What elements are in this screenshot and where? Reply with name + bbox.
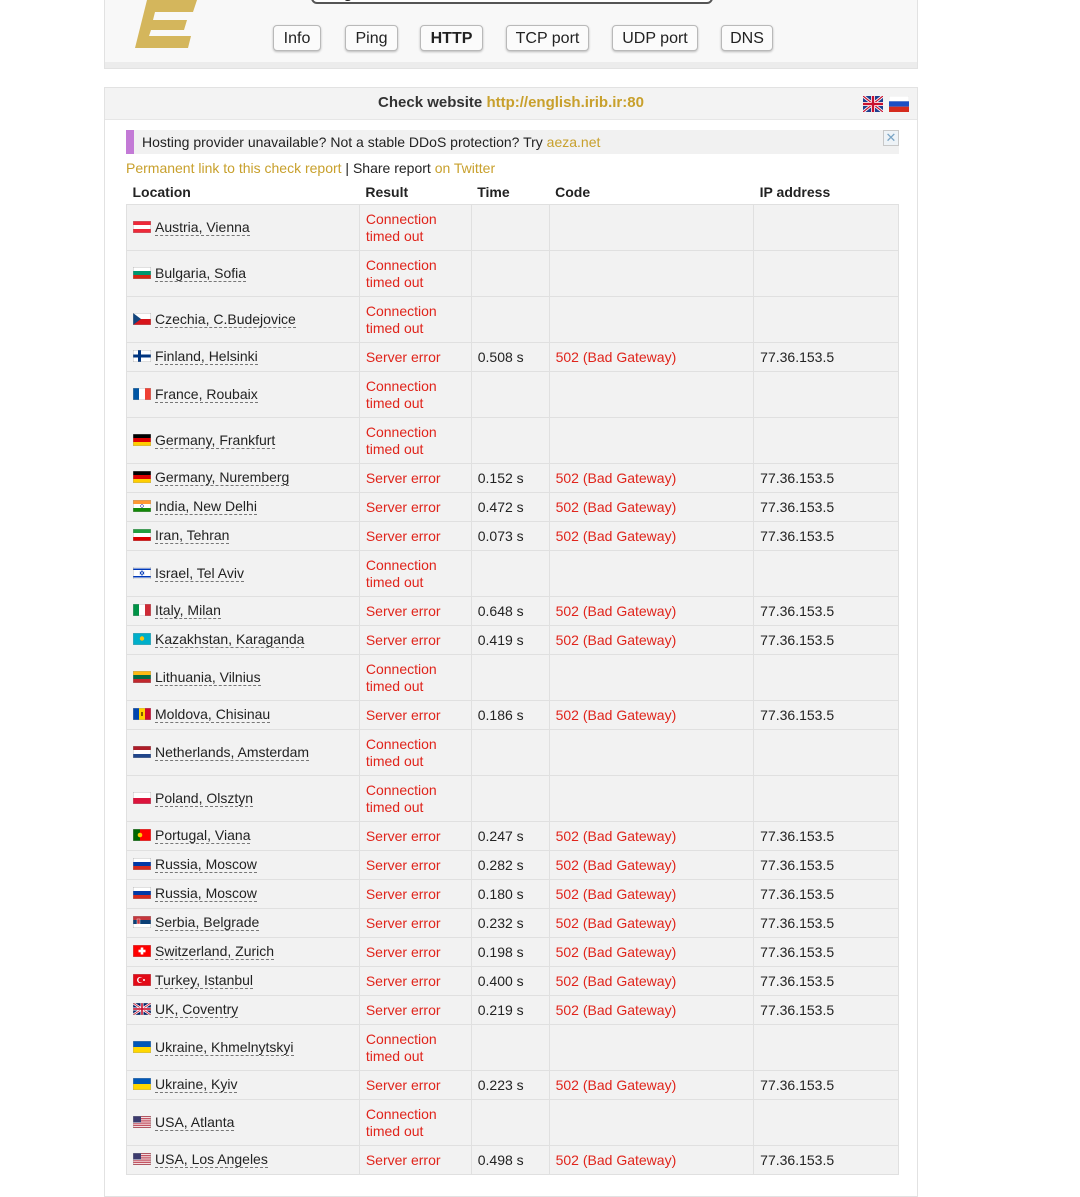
code-cell: [549, 1100, 754, 1146]
result-cell: [359, 372, 471, 418]
results-panel: [104, 87, 918, 1197]
ip-cell: 77.36.153.5: [754, 1071, 899, 1100]
location-link[interactable]: Netherlands, Amsterdam: [155, 743, 310, 760]
ua-flag-icon: [133, 1040, 151, 1057]
time-cell: [471, 251, 549, 297]
time-cell: 0.186 s: [471, 701, 549, 730]
time-cell: 0.152 s: [471, 464, 549, 493]
result-cell: [359, 343, 471, 372]
ip-cell: 77.36.153.5: [754, 493, 899, 522]
results-table: [126, 180, 899, 1175]
result-text: Server error: [365, 602, 441, 619]
code-cell: 502 (Bad Gateway): [549, 464, 754, 493]
results-body: [127, 205, 899, 1175]
location-cell: [127, 251, 360, 297]
result-cell: [359, 464, 471, 493]
ip-cell: 77.36.153.5: [754, 522, 899, 551]
code-cell: 502 (Bad Gateway): [549, 1146, 754, 1175]
code-cell: [549, 551, 754, 597]
time-cell: [471, 655, 549, 701]
table-row: [127, 493, 899, 522]
result-text: Server error: [365, 1151, 441, 1168]
result-text: Server error: [365, 469, 441, 486]
table-row: [127, 251, 899, 297]
time-cell: 0.223 s: [471, 1071, 549, 1100]
kz-flag-icon: [133, 632, 151, 649]
code-cell: 502 (Bad Gateway): [549, 996, 754, 1025]
location-cell: [127, 205, 360, 251]
result-text: Server error: [365, 856, 441, 873]
table-row: [127, 626, 899, 655]
result-text: Connection timed out: [365, 210, 437, 244]
location-cell: [127, 626, 360, 655]
result-text: Connection timed out: [365, 1030, 437, 1064]
result-text: Server error: [365, 527, 441, 544]
table-row: [127, 522, 899, 551]
column-header-location: Location: [132, 184, 191, 200]
share-prefix: | Share report: [341, 160, 435, 176]
it-flag-icon: [133, 603, 151, 620]
location-link[interactable]: Italy, Milan: [155, 602, 221, 618]
code-cell: 502 (Bad Gateway): [549, 626, 754, 655]
code-cell: [549, 655, 754, 701]
time-cell: 0.498 s: [471, 1146, 549, 1175]
twitter-share-link[interactable]: on Twitter: [434, 160, 496, 176]
result-cell: [359, 1100, 471, 1146]
ch-flag-icon: [133, 944, 151, 961]
result-text: Server error: [365, 1076, 441, 1093]
result-cell: [359, 418, 471, 464]
tab-tcp-port[interactable]: TCP port: [506, 25, 589, 51]
location-cell: [127, 418, 360, 464]
location-cell: [127, 597, 360, 626]
location-link[interactable]: Finland, Helsinki: [155, 348, 258, 364]
table-row: [127, 418, 899, 464]
ad-text: [142, 134, 600, 150]
location-cell: [127, 464, 360, 493]
result-cell: [359, 551, 471, 597]
result-text: Server error: [365, 1001, 441, 1018]
time-cell: 0.219 s: [471, 996, 549, 1025]
code-cell: 502 (Bad Gateway): [549, 701, 754, 730]
ip-cell: 77.36.153.5: [754, 1146, 899, 1175]
code-cell: 502 (Bad Gateway): [549, 822, 754, 851]
russian-flag-icon[interactable]: [889, 96, 909, 112]
time-cell: [471, 1025, 549, 1071]
table-row: [127, 655, 899, 701]
ip-cell: [754, 551, 899, 597]
ip-cell: [754, 730, 899, 776]
location-cell: [127, 297, 360, 343]
table-row: [127, 776, 899, 822]
location-cell: [127, 1146, 360, 1175]
fi-flag-icon: [133, 349, 151, 366]
ru-flag-icon: [133, 886, 151, 903]
table-row: [127, 1146, 899, 1175]
result-cell: [359, 205, 471, 251]
time-cell: 0.282 s: [471, 851, 549, 880]
result-cell: [359, 251, 471, 297]
rs-flag-icon: [133, 915, 151, 932]
location-link[interactable]: India, New Delhi: [155, 498, 257, 514]
table-row: [127, 730, 899, 776]
result-cell: [359, 938, 471, 967]
ip-cell: 77.36.153.5: [754, 626, 899, 655]
close-icon[interactable]: ✕: [883, 130, 899, 146]
code-cell: [549, 297, 754, 343]
ip-cell: 77.36.153.5: [754, 343, 899, 372]
code-cell: 502 (Bad Gateway): [549, 880, 754, 909]
ip-cell: [754, 297, 899, 343]
code-cell: 502 (Bad Gateway): [549, 938, 754, 967]
check-type-tabs: [105, 25, 917, 53]
in-flag-icon: [133, 499, 151, 516]
at-flag-icon: [133, 220, 151, 237]
location-link[interactable]: Israel, Tel Aviv: [155, 564, 244, 581]
de-flag-icon: [133, 433, 151, 450]
english-flag-icon[interactable]: [863, 96, 883, 112]
time-cell: 0.232 s: [471, 909, 549, 938]
table-row: [127, 822, 899, 851]
result-text: Server error: [365, 885, 441, 902]
table-row: [127, 205, 899, 251]
result-text: Connection timed out: [365, 256, 437, 290]
ip-cell: 77.36.153.5: [754, 938, 899, 967]
code-cell: [549, 730, 754, 776]
location-link[interactable]: Ukraine, Kyiv: [155, 1076, 238, 1092]
tab-ping[interactable]: Ping: [345, 25, 398, 51]
result-text: Server error: [365, 706, 441, 723]
location-cell: [127, 776, 360, 822]
location-link[interactable]: Czechia, C.Budejovice: [155, 310, 296, 327]
table-row: [127, 701, 899, 730]
table-row: [127, 551, 899, 597]
result-text: Server error: [365, 827, 441, 844]
checked-url-link[interactable]: http://english.irib.ir:80: [486, 94, 644, 111]
table-row: [127, 343, 899, 372]
tab-http[interactable]: HTTP: [420, 25, 483, 51]
ad-message: Hosting provider unavailable? Not a stable DDoS protection? Try: [142, 134, 543, 150]
time-cell: 0.073 s: [471, 522, 549, 551]
table-row: [127, 1025, 899, 1071]
md-flag-icon: [133, 707, 151, 724]
code-cell: [549, 205, 754, 251]
location-link[interactable]: Iran, Tehran: [155, 527, 230, 543]
table-row: [127, 297, 899, 343]
time-cell: 0.400 s: [471, 967, 549, 996]
ad-marker: [126, 130, 134, 154]
location-link[interactable]: USA, Atlanta: [155, 1113, 235, 1130]
result-cell: [359, 701, 471, 730]
result-cell: [359, 297, 471, 343]
il-flag-icon: [133, 566, 151, 583]
code-cell: [549, 372, 754, 418]
table-row: [127, 464, 899, 493]
table-header-row: [127, 180, 899, 205]
time-cell: 0.648 s: [471, 597, 549, 626]
location-link[interactable]: France, Roubaix: [155, 385, 258, 402]
ad-banner: [126, 130, 899, 154]
ip-cell: [754, 1100, 899, 1146]
result-text: Server error: [365, 631, 441, 648]
location-cell: [127, 730, 360, 776]
location-link[interactable]: USA, Los Angeles: [155, 1151, 268, 1167]
location-cell: [127, 851, 360, 880]
location-link[interactable]: Russia, Moscow: [155, 885, 257, 901]
url-input[interactable]: [311, 0, 713, 4]
time-cell: [471, 551, 549, 597]
result-cell: [359, 776, 471, 822]
ip-cell: [754, 372, 899, 418]
us-flag-icon: [133, 1152, 151, 1169]
location-cell: [127, 1025, 360, 1071]
ip-cell: 77.36.153.5: [754, 822, 899, 851]
time-cell: [471, 205, 549, 251]
location-cell: [127, 880, 360, 909]
tab-udp-port[interactable]: UDP port: [612, 25, 698, 51]
code-cell: 502 (Bad Gateway): [549, 493, 754, 522]
location-link[interactable]: Germany, Nuremberg: [155, 469, 290, 485]
code-cell: 502 (Bad Gateway): [549, 597, 754, 626]
ir-flag-icon: [133, 528, 151, 545]
column-header-ip: IP address: [759, 184, 831, 200]
result-cell: [359, 1146, 471, 1175]
bg-flag-icon: [133, 266, 151, 283]
column-header-code: Code: [555, 184, 591, 200]
code-cell: 502 (Bad Gateway): [549, 909, 754, 938]
ip-cell: [754, 1025, 899, 1071]
time-cell: 0.180 s: [471, 880, 549, 909]
result-cell: [359, 597, 471, 626]
time-cell: [471, 372, 549, 418]
ua-flag-icon: [133, 1077, 151, 1094]
ad-link[interactable]: aeza.net: [546, 134, 601, 150]
table-row: [127, 597, 899, 626]
ip-cell: [754, 251, 899, 297]
table-row: [127, 880, 899, 909]
table-row: [127, 909, 899, 938]
location-cell: [127, 551, 360, 597]
permanent-link[interactable]: Permanent link to this check report: [126, 160, 342, 176]
time-cell: 0.472 s: [471, 493, 549, 522]
ip-cell: 77.36.153.5: [754, 597, 899, 626]
result-cell: [359, 522, 471, 551]
result-cell: [359, 909, 471, 938]
us-flag-icon: [133, 1115, 151, 1132]
result-cell: [359, 851, 471, 880]
time-cell: 0.198 s: [471, 938, 549, 967]
column-header-time: Time: [477, 184, 510, 200]
tab-dns[interactable]: DNS: [721, 25, 773, 51]
header-panel: [104, 0, 918, 69]
location-cell: [127, 938, 360, 967]
result-cell: [359, 1025, 471, 1071]
code-cell: 502 (Bad Gateway): [549, 851, 754, 880]
location-link[interactable]: Lithuania, Vilnius: [155, 668, 261, 685]
location-link[interactable]: Turkey, Istanbul: [155, 972, 254, 988]
result-cell: [359, 996, 471, 1025]
pt-flag-icon: [133, 828, 151, 845]
result-text: Connection timed out: [365, 377, 437, 411]
result-cell: [359, 1071, 471, 1100]
table-row: [127, 996, 899, 1025]
time-cell: 0.247 s: [471, 822, 549, 851]
code-cell: 502 (Bad Gateway): [549, 1071, 754, 1100]
location-link[interactable]: Ukraine, Khmelnytskyi: [155, 1038, 294, 1055]
location-cell: [127, 996, 360, 1025]
tab-info[interactable]: Info: [273, 25, 321, 51]
report-links: [126, 160, 495, 176]
result-text: Server error: [365, 348, 441, 365]
result-cell: [359, 493, 471, 522]
code-cell: [549, 1025, 754, 1071]
location-link[interactable]: Portugal, Viana: [155, 827, 251, 843]
ip-cell: 77.36.153.5: [754, 909, 899, 938]
location-cell: [127, 1100, 360, 1146]
location-link[interactable]: Serbia, Belgrade: [155, 914, 260, 930]
location-cell: [127, 522, 360, 551]
location-cell: [127, 909, 360, 938]
time-cell: [471, 418, 549, 464]
table-row: [127, 1100, 899, 1146]
location-link[interactable]: Switzerland, Zurich: [155, 943, 275, 959]
time-cell: [471, 297, 549, 343]
table-row: [127, 372, 899, 418]
location-cell: [127, 343, 360, 372]
time-cell: 0.508 s: [471, 343, 549, 372]
result-text: Connection timed out: [365, 1105, 437, 1139]
location-link[interactable]: Kazakhstan, Karaganda: [155, 631, 305, 647]
gb-flag-icon: [133, 1002, 151, 1019]
table-row: [127, 938, 899, 967]
ip-cell: [754, 418, 899, 464]
location-cell: [127, 822, 360, 851]
result-text: Server error: [365, 498, 441, 515]
location-cell: [127, 1071, 360, 1100]
location-link[interactable]: Poland, Olsztyn: [155, 789, 254, 806]
result-cell: [359, 730, 471, 776]
ip-cell: 77.36.153.5: [754, 701, 899, 730]
ip-cell: 77.36.153.5: [754, 880, 899, 909]
result-text: Connection timed out: [365, 735, 437, 769]
ip-cell: 77.36.153.5: [754, 996, 899, 1025]
result-cell: [359, 967, 471, 996]
result-text: Server error: [365, 972, 441, 989]
location-link[interactable]: Germany, Frankfurt: [155, 431, 276, 448]
result-text: Connection timed out: [365, 556, 437, 590]
time-cell: [471, 1100, 549, 1146]
time-cell: [471, 776, 549, 822]
table-row: [127, 851, 899, 880]
code-cell: [549, 418, 754, 464]
location-link[interactable]: UK, Coventry: [155, 1001, 239, 1017]
ip-cell: 77.36.153.5: [754, 851, 899, 880]
code-cell: 502 (Bad Gateway): [549, 343, 754, 372]
ip-cell: [754, 776, 899, 822]
result-cell: [359, 880, 471, 909]
location-cell: [127, 967, 360, 996]
location-cell: [127, 372, 360, 418]
result-text: Connection timed out: [365, 423, 437, 457]
fr-flag-icon: [133, 387, 151, 404]
code-cell: [549, 776, 754, 822]
location-link[interactable]: Moldova, Chisinau: [155, 706, 271, 722]
location-link[interactable]: Bulgaria, Sofia: [155, 264, 247, 281]
ip-cell: [754, 205, 899, 251]
result-cell: [359, 822, 471, 851]
page-title: [105, 94, 917, 111]
ip-cell: 77.36.153.5: [754, 967, 899, 996]
code-cell: 502 (Bad Gateway): [549, 522, 754, 551]
column-header-result: Result: [365, 184, 409, 200]
code-cell: [549, 251, 754, 297]
ru-flag-icon: [133, 857, 151, 874]
pl-flag-icon: [133, 791, 151, 808]
de-flag-icon: [133, 470, 151, 487]
code-cell: 502 (Bad Gateway): [549, 967, 754, 996]
header-divider: [105, 62, 917, 68]
time-cell: 0.419 s: [471, 626, 549, 655]
result-text: Server error: [365, 943, 441, 960]
tr-flag-icon: [133, 973, 151, 990]
result-text: Server error: [365, 914, 441, 931]
result-text: Connection timed out: [365, 660, 437, 694]
results-title-bar: [105, 88, 917, 120]
ip-cell: 77.36.153.5: [754, 464, 899, 493]
table-row: [127, 967, 899, 996]
location-cell: [127, 655, 360, 701]
ip-cell: [754, 655, 899, 701]
result-cell: [359, 626, 471, 655]
cz-flag-icon: [133, 312, 151, 329]
result-text: Connection timed out: [365, 302, 437, 336]
location-cell: [127, 493, 360, 522]
location-cell: [127, 701, 360, 730]
result-cell: [359, 655, 471, 701]
result-text: Connection timed out: [365, 781, 437, 815]
time-cell: [471, 730, 549, 776]
location-link[interactable]: Russia, Moscow: [155, 856, 257, 872]
nl-flag-icon: [133, 745, 151, 762]
location-link[interactable]: Austria, Vienna: [155, 218, 250, 235]
table-row: [127, 1071, 899, 1100]
title-prefix: Check website: [378, 94, 483, 111]
lt-flag-icon: [133, 670, 151, 687]
